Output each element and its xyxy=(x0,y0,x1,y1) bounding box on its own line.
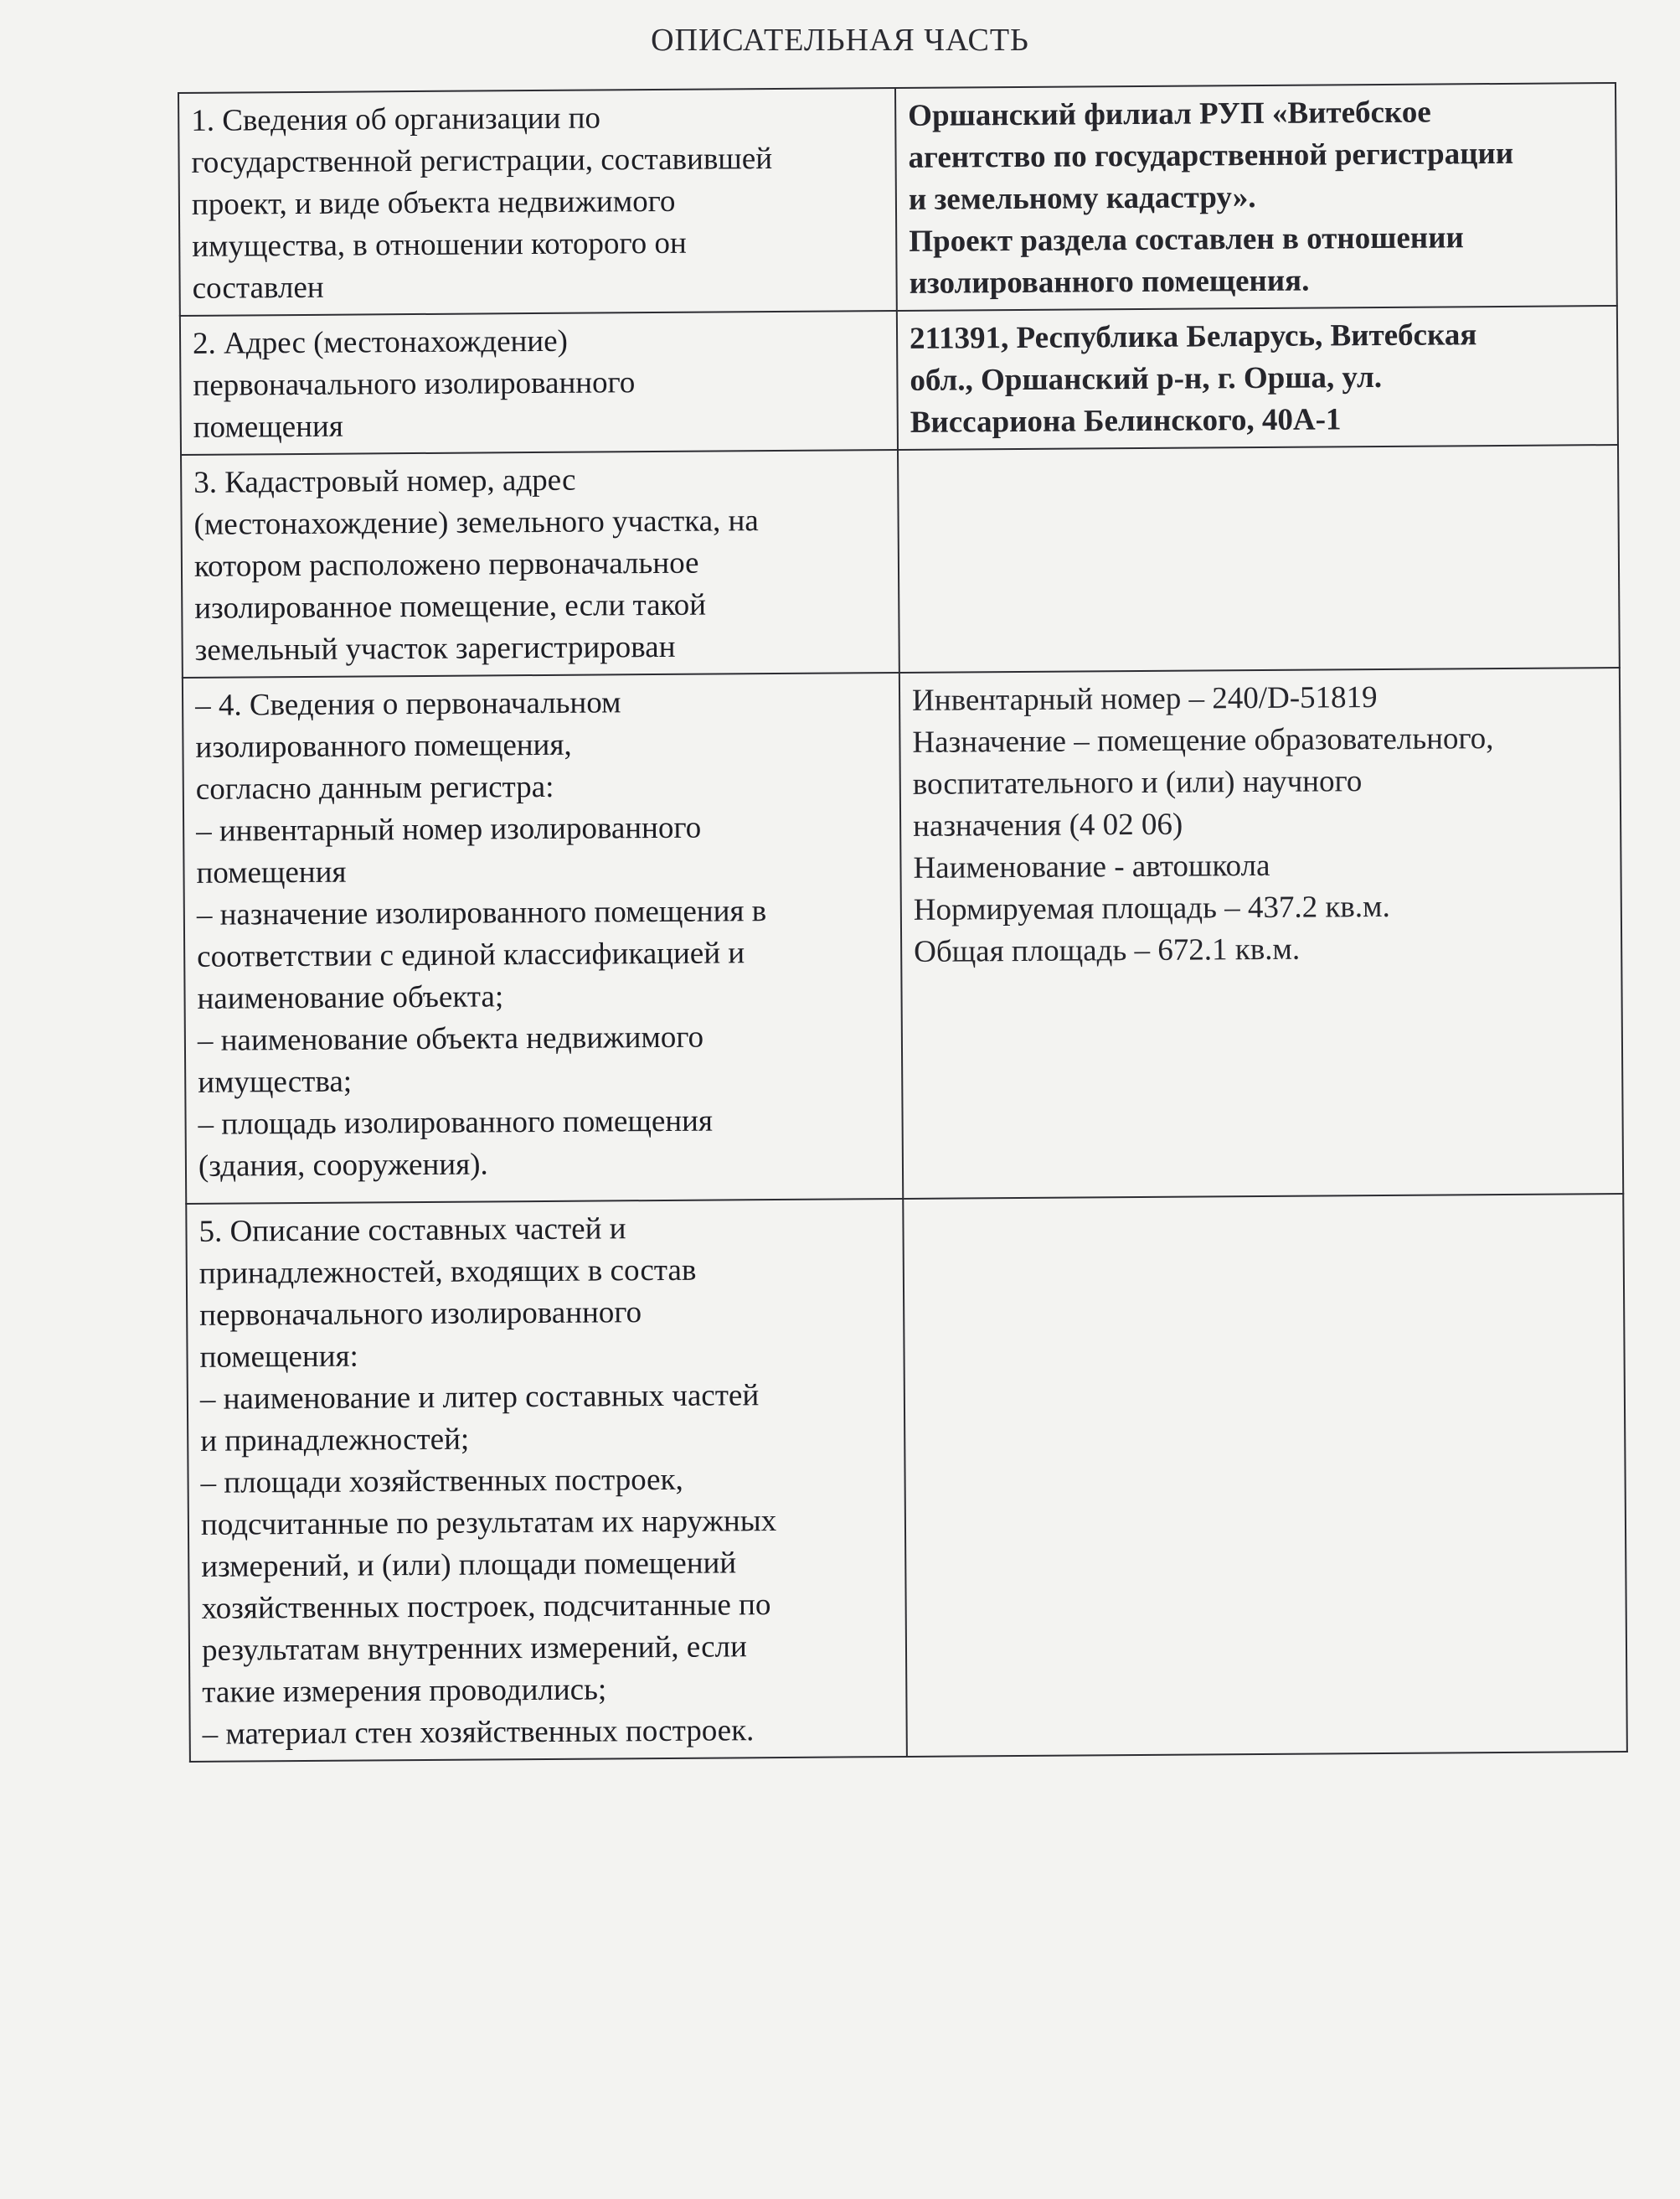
page-title: ОПИСАТЕЛЬНАЯ ЧАСТЬ xyxy=(651,23,1029,58)
row-1-label: 1. Сведения об организации по государственной регистрации, составившей проект, и виде объекта недвижимого имущества, в отношении которого он составлен xyxy=(178,88,897,316)
row-2-value: 211391, Республика Беларусь, Витебская обл., Оршанский р-н, г. Орша, ул. Виссариона Белинского, 40А-1 xyxy=(897,306,1618,450)
table-row xyxy=(180,306,1618,455)
row-5-value xyxy=(903,1194,1627,1757)
row-4-label: – 4. Сведения о первоначальном изолированного помещения, согласно данным регистра: – инвентарный номер изолированного помещения – назначение изолированного помещения в соответствии с единой классификацией и наименование объекта; – наименование объекта недвижимого имущества; – площадь изолированного помещения (здания, сооружения). xyxy=(183,673,903,1204)
description-table xyxy=(178,82,1628,1763)
table-row xyxy=(178,83,1617,316)
table-row xyxy=(183,668,1623,1204)
row-3-label: 3. Кадастровый номер, адрес (местонахождение) земельного участка, на котором расположено первоначальное изолированное помещение, если такой земельный участок зарегистрирован xyxy=(181,450,899,678)
table-row xyxy=(186,1194,1627,1762)
row-3-value xyxy=(898,445,1620,673)
row-1-value: Оршанский филиал РУП «Витебское агентство по государственной регистрации и земельному кадастру». Проект раздела составлен в отношении изолированного помещения. xyxy=(895,83,1617,311)
row-4-value: Инвентарный номер – 240/D-51819 Назначение – помещение образовательного, воспитательного и (или) научного назначения (4 02 06) Наименование - автошкола Нормируемая площадь – 437.2 кв.м. Общая площадь – 672.1 кв.м. xyxy=(899,668,1623,1199)
row-5-label: 5. Описание составных частей и принадлежностей, входящих в состав первоначального изолированного помещения: – наименование и литер составных частей и принадлежностей; – площади хозяйственных построек, подсчитанные по результатам их наружных измерений, и (или) площади помещений хозяйственных построек, подсчитанные по результатам внутренних измерений, если такие измерения проводились; – материал стен хозяйственных построек. xyxy=(186,1199,907,1762)
row-2-label: 2. Адрес (местонахождение) первоначального изолированного помещения xyxy=(180,311,898,455)
table-row xyxy=(181,445,1620,678)
